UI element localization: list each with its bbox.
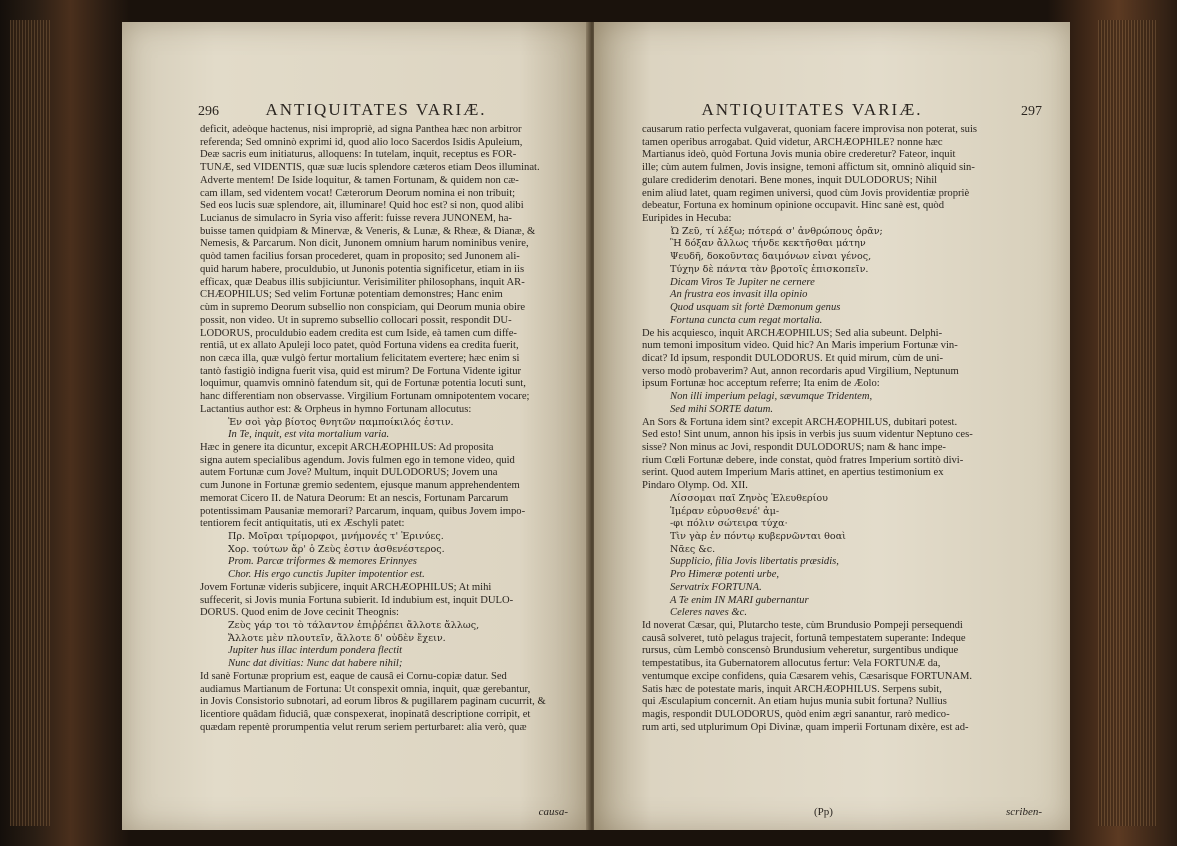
text-line: An Sors & Fortuna idem sint? excepit ARCHÆOPHILUS, dubitari potest. — [642, 416, 958, 428]
signature-mark: (Pp) — [814, 806, 833, 818]
text-line: cum Junone in Fortunæ gremio sedentem, ejusque manum apprehendentem — [200, 480, 520, 492]
left-running-head — [122, 100, 590, 126]
text-line: audiamus Martianum de Fortuna: Ut conspexit omnia, inquit, quæ gerebantur, — [200, 683, 531, 695]
text-line: loquimur, quamvis omninò fatendum sit, qui de Fortunæ potentia locuti sunt, — [200, 378, 526, 390]
latin-verse-line: A Te enim IN MARI gubernantur — [670, 594, 809, 606]
text-line: signa autem specialibus agendum. Jovis fulmen ego in temone video, quid — [200, 454, 515, 466]
left-page — [122, 22, 590, 830]
text-line: Id sanè Fortunæ proprium est, eaque de causâ ei Cornu-copiæ datur. Sed — [200, 670, 507, 682]
greek-verse-line: Ψευδῆ, δοκοῦντας δαιμόνων εἶναι γένος, — [670, 251, 872, 263]
greek-verse-line: Ζεὺς γάρ τοι τὸ τάλαντον ἐπιῤῥέπει ἄλλοτε ἄλλως, — [228, 620, 480, 632]
latin-verse-line: Dicam Viros Te Jupiter ne cernere — [670, 276, 815, 288]
latin-verse-line: Nunc dat divitias: Nunc dat habere nihil; — [228, 658, 403, 670]
greek-verse-line: Ἐν σοὶ γὰρ βίοτος θνητῶν παμποίκιλός ἐστιν. — [228, 416, 454, 428]
text-line: licentiore quâdam fiduciâ, quæ conspexerat, inopinatâ descriptione corripit, et — [200, 709, 531, 721]
text-line: Lactantius author est: & Orpheus in hymno Fortunam allocutus: — [200, 403, 472, 415]
right-catchword: scriben- — [1005, 806, 1042, 818]
right-page-number: 297 — [1021, 104, 1042, 119]
latin-verse-line: Quod usquam sit fortè Dæmonum genus — [670, 302, 841, 314]
text-line: ventumque excipe confidens, quia Cæsarem vehis, Cæsarisque FORTUNAM. — [642, 670, 973, 682]
text-line: rium Cœli Fortunæ debere, inde constat, quòd fratres Imperium sortitò divi- — [642, 454, 964, 466]
greek-verse-line: Νᾶες &c. — [670, 543, 716, 555]
text-line: referenda; Sed omninò exprimi id, quod alio loco Sacerdos Isidis Apuleium, — [200, 136, 523, 148]
greek-verse-line: Ἱμέραν εὐρυσθενέ' ἀμ- — [670, 505, 780, 517]
text-line: ille; cùm autem fulmen, Jovis insigne, temoni affictum sit, omninò aliquid sin- — [642, 162, 975, 174]
text-line: Adverte mentem! De Iside loquitur, & tamen Fortunam, & quidem non cæ- — [200, 174, 519, 186]
right-page — [594, 22, 1070, 830]
text-line: Euripides in Hecuba: — [642, 213, 732, 225]
text-line: verso modò probaverim? Aut, annon recordaris apud Virgilium, Neptunum — [642, 365, 959, 377]
right-running-head — [594, 100, 1070, 126]
text-line: LODORUS, proculdubio eadem credita est cum Iside, eà tamen cum diffe- — [200, 327, 517, 339]
latin-verse-line: An frustra eos invasit illa opinio — [670, 289, 808, 301]
text-line: tantò fastigiò indigna fuerit visa, quid est mirum? De Fortuna Vidente igitur — [200, 365, 522, 377]
text-line: ipsum Fortunæ hoc acceptum referre; Ita enim de Æolo: — [642, 378, 880, 390]
latin-verse-line: Jupiter hus illac interdum pondera flectit — [228, 645, 403, 657]
text-line: qui Æsculapium concernit. An etiam hujus munia subit fortuna? Nullius — [642, 696, 947, 708]
text-line: num temoni impositum video. Quid hic? An Maris imperium Fortunæ vin- — [642, 340, 958, 352]
text-line: CHÆOPHILUS; Sed velim Fortunæ potentiam demonstres; Hanc enim — [200, 289, 503, 301]
latin-verse-line: Non illi imperium pelagi, sævumque Tridentem, — [670, 391, 873, 403]
latin-verse-line: Pro Himeræ potenti urbe, — [670, 569, 780, 581]
text-line: Martianus ideò, quòd Fortuna Jovis munia obire crederetur? Fateor, inquit — [642, 149, 956, 161]
greek-verse-line: Ὦ Ζεῦ, τί λέξω; πότερά σ' ἀνθρώπους ὁρᾶν; — [670, 225, 883, 237]
text-line: suffecerit, si Jovis munia Fortuna subierit. Id indubium est, inquit DULO- — [200, 594, 514, 606]
text-line: in Jovis Consistorio subnotari, ad eorum libros & pugillarem paginam cucurrit, & — [200, 696, 546, 708]
text-line: autem Fortunæ cum Jove? Multum, inquit DULODORUS; Jovem una — [200, 467, 498, 479]
text-line: enim aliud latet, quam regimen universi, quod cùm Jovis providentiæ propriè — [642, 187, 970, 199]
text-line: DORUS. Quod enim de Jove cecinit Theognis: — [200, 607, 399, 619]
text-line: De his acquiesco, inquit ARCHÆOPHILUS; Sed alia subeunt. Delphi- — [642, 327, 943, 339]
text-line: tentiorem fecit antiquitatis, uti ex Æschyli patet: — [200, 518, 405, 530]
text-line: rum arti, sed utplurimum Opi Divinæ, quam imperii Fortunam dixère, est ad- — [642, 721, 969, 733]
text-line: TUNÆ, sed VIDENTIS, quæ suæ lucis splendore cæteros etiam Deos illuminat. — [200, 162, 540, 174]
text-line: debeatur, Fortuna ex hominum opinione occupavit. Hinc sanè est, quòd — [642, 200, 945, 212]
latin-verse-line: Celeres naves &c. — [670, 607, 747, 619]
left-catchword: causa- — [538, 806, 568, 818]
left-page-number: 296 — [198, 104, 219, 119]
right-body-text — [642, 124, 1042, 735]
latin-verse-line: Servatrix FORTUNA. — [670, 581, 762, 593]
text-line: Id noverat Cæsar, qui, Plutarcho teste, cùm Brundusio Pompeji persequendi — [642, 620, 963, 632]
text-line: gulare crediderim denotari. Bene mones, inquit DULODORUS; Nihil — [642, 174, 938, 186]
text-line: cùm in supremo Deorum subsellio non conspiciam, qui Deorum munia obire — [200, 302, 526, 314]
greek-verse-line: -φι πόλιν σώτειρα τύχα· — [670, 518, 788, 530]
text-line: rentiâ, ut ex allato Apuleji loco patet, quòd Fortuna videns ea credita fuerit, — [200, 340, 519, 352]
text-line: dicat? Id ipsum, respondit DULODORUS. Et quid mirum, cùm de uni- — [642, 352, 944, 364]
greek-verse-line: Πρ. Μοῖραι τρίμορφοι, μνήμονές τ' Ἐρινύες. — [228, 531, 444, 542]
greek-verse-line: Ἢ δόξαν ἄλλως τήνδε κεκτῆσθαι μάτην — [670, 238, 866, 250]
text-line: possit, non video. Ut in supremo subsellio collocari possit, respondit DU- — [200, 314, 512, 326]
left-page-edges — [10, 20, 50, 826]
text-line: quòd tamen facilius forsan procederet, quam in proposito; sed Junonem ali- — [200, 251, 520, 263]
text-line: efficax, quæ Deabus illis subjiciuntur. Verisimiliter philosophans, inquit AR- — [200, 276, 525, 288]
left-head-title: ANTIQUITATES VARIÆ. — [265, 100, 487, 119]
latin-verse-line: Sed mihi SORTE datum. — [670, 403, 773, 415]
text-line: Jovem Fortunæ videris subjicere, inquit ARCHÆOPHILUS; At mihi — [200, 581, 492, 593]
text-line: serint. Quod autem Imperium Maris attinet, en apertius testimonium ex — [642, 467, 944, 479]
text-line: rursus, cùm Lembò conscensò Brundusium veheretur, surgentibus undique — [642, 645, 959, 657]
text-line: memorat Cicero II. de Natura Deorum: Et an nescis, Fortunam Parcarum — [200, 492, 509, 504]
latin-verse-line: Prom. Parcæ triformes & memores Erinnyes — [228, 556, 417, 568]
text-line: causarum ratio perfecta vulgaverat, quoniam facere improvisa non poterat, suis — [642, 124, 978, 135]
text-line: deficit, adeòque hactenus, nisi impropriè, ad signa Panthea hæc non arbitror — [200, 124, 522, 135]
right-head-title: ANTIQUITATES VARIÆ. — [701, 100, 923, 119]
greek-verse-line: Λίσσομαι παῖ Ζηνὸς Ἐλευθερίου — [670, 492, 828, 504]
text-line: Satis hæc de potestate maris, inquit ARCHÆOPHILUS. Serpens subit, — [642, 683, 942, 695]
text-line: Sed esto! Sint unum, annon his ipsis in verbis jus suum videntur Neptuno ces- — [642, 429, 973, 441]
text-line: Pindaro Olymp. Od. XII. — [642, 480, 748, 492]
text-line: non cæca illa, quæ vulgò fertur mortalium felicitatem evertere; hæc enim si — [200, 352, 520, 364]
right-page-edges — [1098, 20, 1158, 826]
text-line: tamen operibus arrogabat. Quid videtur, ARCHÆOPHILE? nonne hæc — [642, 136, 943, 148]
latin-verse-line: Chor. His ergo cunctis Jupiter impotentior est. — [228, 569, 425, 581]
text-line: magis, respondit DULODORUS, quòd enim ægri sanantur, rarò medico- — [642, 709, 950, 721]
verse-translation: In Te, inquit, est vita mortalium varia. — [228, 429, 390, 441]
text-line: causâ solveret, tutò pelagus trajecit, fortunâ tempestatem superante: Indeque — [642, 632, 966, 644]
text-line: Lucianus de simulacro in Syria viso afferit: fuisse revera JUNONEM, ha- — [200, 213, 512, 225]
text-line: quid harum habere, proculdubio, ut Junonis potentia significetur, etiam in iis — [200, 263, 525, 275]
text-line: sisse? Non minus ac Jovi, respondit DULODORUS; nam & hanc impe- — [642, 441, 946, 453]
left-body-text — [200, 124, 562, 735]
text-line: Sed eos lucis suæ splendore, ait, illuminare! Quid hoc est? si non, quod alibi — [200, 200, 524, 212]
text-line: quædam repentè prorumpentia velut rerum seriem perturbaret: alia verò, quæ — [200, 721, 527, 733]
text-line: Nemesis, & Parcarum. Non dicit, Junonem omnium harum nominibus venire, — [200, 238, 529, 250]
text-line: hanc differentiam non observasse. Virgilium Fortunam omnipotentem vocare; — [200, 391, 530, 403]
text-line: Deæ sacris eum initiaturus, alloquens: In tutelam, inquit, receptus es FOR- — [200, 149, 517, 161]
text-line: cam illam, sed videntem vocat! Cæterorum Deorum nomina ei non tribuit; — [200, 187, 516, 199]
text-line: tempestatibus, ita Gubernatorem allocutus fertur: Vela FORTUNÆ da, — [642, 658, 941, 670]
greek-verse-line: Τὶν γὰρ ἐν πόντῳ κυβερνῶνται θοαὶ — [670, 531, 846, 542]
latin-verse-line: Fortuna cuncta cum regat mortalia. — [670, 314, 823, 326]
greek-verse-line: Τύχην δὲ πάντα τὰν βροτοῖς ἐπισκοπεῖν. — [670, 263, 869, 275]
latin-verse-line: Supplicio, filia Jovis libertatis præsidis, — [670, 556, 839, 568]
greek-verse-line: Χορ. τούτων ἄρ' ὁ Ζεὺς ἐστιν ἀσθενέστερος. — [228, 543, 445, 555]
text-line: Hæc in genere ita dicuntur, excepit ARCHÆOPHILUS: Ad proposita — [200, 441, 494, 453]
greek-verse-line: Ἄλλοτε μὲν πλουτεῖν, ἄλλοτε δ' οὐδὲν ἔχειν. — [228, 632, 446, 644]
text-line: buisse tamen quidpiam & Minervæ, & Veneris, & Lunæ, & Rheæ, & Dianæ, & — [200, 225, 536, 237]
text-line: potentissimam Pausaniæ memorari? Parcarum, inquam, quibus Jovem impo- — [200, 505, 526, 517]
